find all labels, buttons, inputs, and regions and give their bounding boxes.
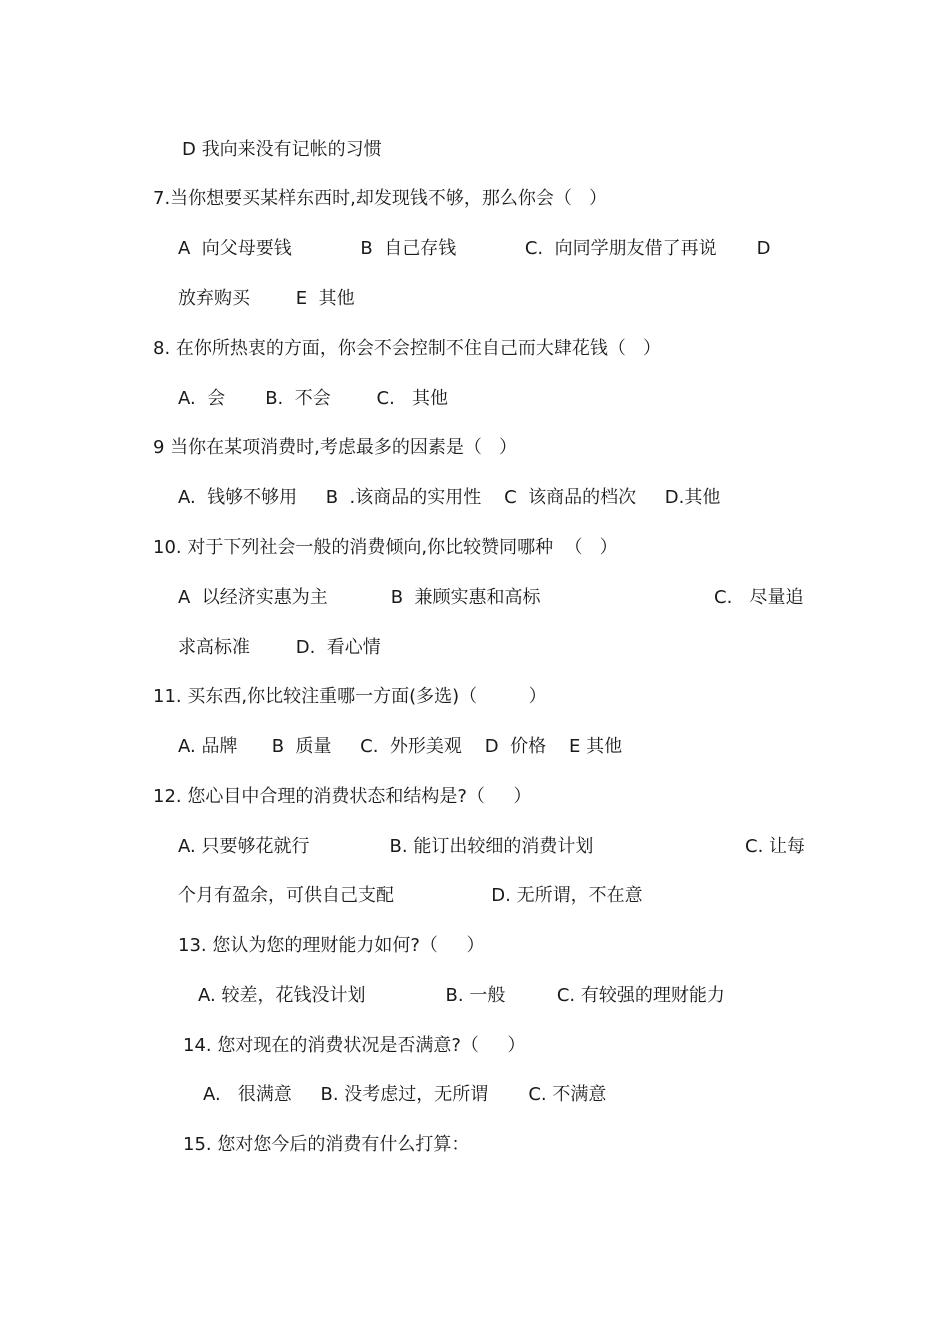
- q7-question: 7.当你想要买某样东西时,却发现钱不够，那么你会（ ）: [153, 188, 608, 209]
- q8-question: 8. 在你所热衷的方面，你会不会控制不住自己而大肆花钱（ ）: [153, 338, 662, 359]
- q9-options: A. 钱够不够用 B .该商品的实用性 C 该商品的档次 D.其他: [178, 487, 721, 508]
- q12-question: 12. 您心目中合理的消费状态和结构是?（ ）: [153, 786, 532, 807]
- q7-options-line2: 放弃购买 E 其他: [178, 288, 355, 309]
- q9-question: 9 当你在某项消费时,考虑最多的因素是（ ）: [153, 437, 518, 458]
- q10-options-line2: 求高标准 D. 看心情: [178, 637, 381, 658]
- q14-options: A. 很满意 B. 没考虑过，无所谓 C. 不满意: [203, 1084, 607, 1105]
- q11-options: A. 品牌 B 质量 C. 外形美观 D 价格 E 其他: [178, 736, 623, 757]
- q13-question: 13. 您认为您的理财能力如何?（ ）: [178, 935, 485, 956]
- q13-options: A. 较差，花钱没计划 B. 一般 C. 有较强的理财能力: [198, 985, 725, 1006]
- q10-question: 10. 对于下列社会一般的消费倾向,你比较赞同哪种 （ ）: [153, 537, 618, 558]
- q11-question: 11. 买东西,你比较注重哪一方面(多选)（ ）: [153, 686, 547, 707]
- q10-option-c: C. 尽量追: [714, 587, 804, 608]
- q8-options: A. 会 B. 不会 C. 其他: [178, 388, 448, 409]
- q14-question: 14. 您对现在的消费状况是否满意?（ ）: [183, 1035, 526, 1056]
- q15-question: 15. 您对您今后的消费有什么打算：: [183, 1134, 470, 1155]
- q12-options-line1: A. 只要够花就行 B. 能订出较细的消费计划: [178, 836, 594, 857]
- q10-options-line1: A 以经济实惠为主 B 兼顾实惠和高标: [178, 587, 541, 608]
- q6-option-d: D 我向来没有记帐的习惯: [182, 139, 382, 160]
- q7-options-line1: A 向父母要钱 B 自己存钱 C. 向同学朋友借了再说 D: [178, 238, 771, 259]
- q12-options-line2: 个月有盈余，可供自己支配 D. 无所谓，不在意: [178, 885, 643, 906]
- q12-option-c: C. 让每: [745, 836, 806, 857]
